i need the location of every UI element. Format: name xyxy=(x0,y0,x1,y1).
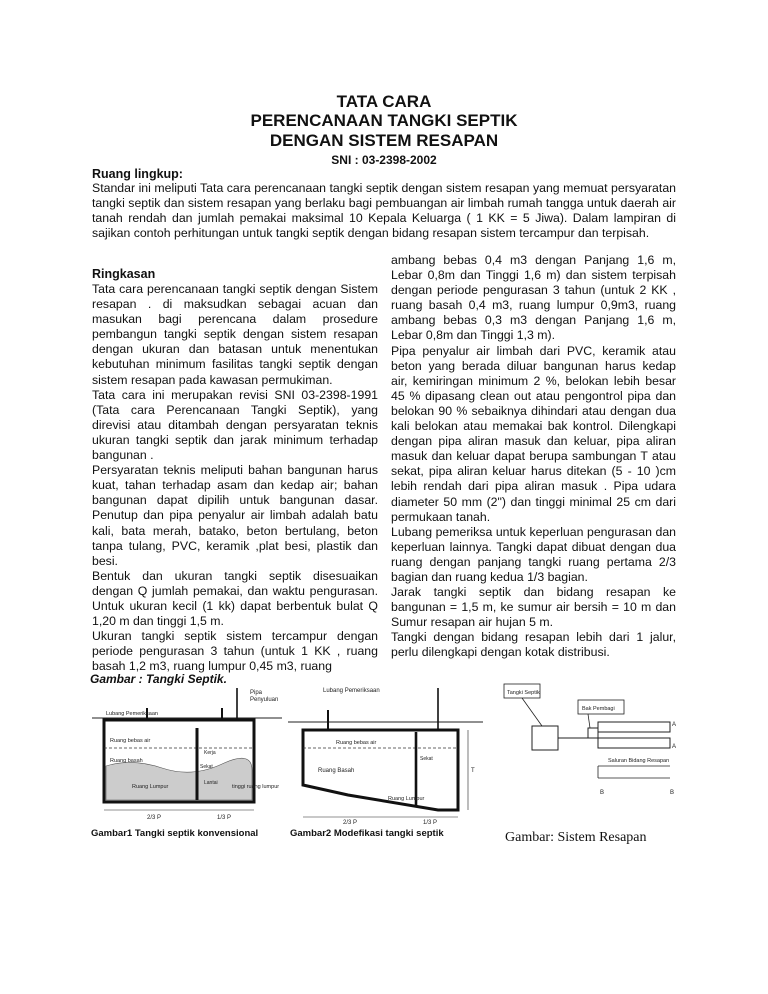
fig3-label: B xyxy=(670,790,675,796)
fig1-label: Pipa xyxy=(250,690,263,696)
fig1-label: Sekat xyxy=(200,764,213,770)
summary-paragraph: Bentuk dan ukuran tangki septik disesuaikan dengan Q jumlah pemakai, dan waktu pengurasan. Untuk ukuran kecil (1 kk) dapat berbentuk bulat Q 1,20 m dan tinggi 1,5 m. xyxy=(92,568,378,629)
fig1-label: tinggi ruang lumpur xyxy=(232,784,280,790)
fig3-label: A xyxy=(672,744,677,750)
fig1-label: Ruang Lumpur xyxy=(132,784,169,790)
fig1-label: Lubang Pemeriksaan xyxy=(106,711,158,717)
summary-heading: Ringkasan xyxy=(92,267,156,281)
summary-paragraph: ambang bebas 0,4 m3 dengan Panjang 1,6 m, Lebar 0,8m dan Tinggi 1,6 m) dan sistem terpisah dengan periode pengurasan 3 tahun (untuk 2 KK , ruang basah 0,4 m3, ruang lumpur 0,9m3, ruang ambang bebas 0,3 m3 dengan Panjang 1,6 m, Lebar 0,8m dan Tinggi 1,3 m). xyxy=(391,253,676,343)
fig2-label: 2/3 P xyxy=(343,820,358,825)
fig2-label: Ruang Lumpur xyxy=(388,796,425,802)
fig2-label: Lubang Pemeriksaan xyxy=(323,688,380,694)
sni-number: SNI : 03-2398-2002 xyxy=(331,153,437,167)
document-title-line-1: TATA CARA xyxy=(336,92,432,111)
summary-paragraph: Tata cara perencanaan tangki septik dengan Sistem resapan . di maksudkan sebagai acuan dan masukan bagi perencana dalam prosedure pembangun tangki septik dengan sistem resapan dengan ukuran dan batasan untuk menentukan kebutuhan minimum fasilitas tangki septik dengan sistem resapan pada kawasan permukiman. xyxy=(92,282,378,387)
fig1-label: Lantai xyxy=(204,780,218,786)
fig2-label: Ruang bebas air xyxy=(336,740,377,746)
figure-2-caption: Gambar2 Modefikasi tangki septik xyxy=(290,828,444,839)
fig1-label: Penyuluan xyxy=(250,697,279,703)
fig1-label: Ruang bebas air xyxy=(110,738,151,744)
fig2-label: Sekat xyxy=(420,756,433,762)
figure-1-caption: Gambar1 Tangki septik konvensional xyxy=(91,828,259,839)
figure-2-septic-tank-diagram xyxy=(288,680,483,825)
fig1-label: Kerja xyxy=(204,750,216,756)
figure-3-caption: Gambar: Sistem Resapan xyxy=(505,830,647,845)
summary-paragraph: Jarak tangki septik dan bidang resapan ke bangunan = 1,5 m, ke sumur air bersih = 10 m dan Sumur resapan air hujan 5 m. xyxy=(391,585,676,630)
figures-heading: Gambar : Tangki Septik. xyxy=(90,672,227,686)
fig3-label: Bak Pembagi xyxy=(582,706,615,712)
scope-heading: Ruang lingkup: xyxy=(92,167,183,181)
fig1-label: 2/3 P xyxy=(147,815,162,821)
document-title-line-3: DENGAN SISTEM RESAPAN xyxy=(269,131,499,150)
summary-paragraph: Ukuran tangki septik sistem tercampur dengan periode pengurasan 3 tahun (untuk 1 KK , ruang basah 1,2 m3, ruang lumpur 0,45 m3, ruang xyxy=(92,629,378,674)
fig2-label: 1/3 P xyxy=(423,820,438,825)
summary-paragraph: Pipa penyalur air limbah dari PVC, keramik atau beton yang berada diluar bangunan harus kedap air, kemiringan minimum 2 %, belokan lebih besar 45 % dipasang clean out atau pengontrol pipa dan belokan 90 % sebaiknya dihindari atau dengan dua kali belokan atau memakai bak kontrol. Dilengkapi dengan pipa aliran masuk dan keluar, pipa aliran masuk dan keluar dapat berupa sambungan T atau sekat, pipa aliran keluar harus ditekan (5 - 10 )cm lebih rendah dari pipa aliran masuk . Pipa udara diameter 50 mm (2") dan tinggi minimal 25 cm dari permukaan tanah. xyxy=(391,343,676,524)
scope-paragraph: Standar ini meliputi Tata cara perencanaan tangki septik dengan sistem resapan yang memuat persyaratan tangki septik dan sistem resapan yang berlaku bagi pembuangan air limbah rumah tangga untuk daerah air tanah rendah dan jumlah pemakai maksimal 10 Kepala Keluarga ( 1 KK = 5 Jiwa). Dalam lampiran di sajikan contoh perhitungan untuk tangki septik dengan bidang resapan sistem tercampur dan terpisah. xyxy=(92,181,676,241)
fig1-label: 1/3 P xyxy=(217,815,232,821)
fig3-label: A xyxy=(672,722,677,728)
summary-right-column xyxy=(391,253,676,661)
document-title-line-2: PERENCANAAN TANGKI SEPTIK xyxy=(250,111,518,130)
summary-paragraph: Lubang pemeriksa untuk keperluan pengurasan dan keperluan lainnya. Tangki dapat dibuat dengan dua ruang dengan panjang tangki ruang pertama 2/3 bagian dan ruang kedua 1/3 bagian. xyxy=(391,524,676,584)
fig2-label: Ruang Basah xyxy=(318,768,355,774)
summary-paragraph: Persyaratan teknis meliputi bahan bangunan harus kuat, tahan terhadap asam dan kedap air; bahan bangunan dapat dipilih untuk bangunan dasar. Penutup dan pipa penyalur air limbah adalah batu kali, bata merah, batako, beton bertulang, beton tanpa tulang, PVC, keramik ,plat besi, plastik dan besi. xyxy=(92,463,378,568)
fig3-label: Tangki Septik xyxy=(507,690,540,696)
summary-paragraph: Tata cara ini merupakan revisi SNI 03-2398-1991 (Tata cara Perencanaan Tangki Septik), yang direvisi atau ditambah dengan persyaratan teknis ukuran tangki septik dan jarak minimum terhadap bangunan . xyxy=(92,387,378,463)
summary-left-column xyxy=(92,282,378,674)
fig3-label: B xyxy=(600,790,605,796)
summary-paragraph: Tangki dengan bidang resapan lebih dari 1 jalur, perlu dilengkapi dengan kotak distribusi. xyxy=(391,630,676,660)
fig3-label: Saluran Bidang Resapan xyxy=(608,758,670,764)
figure-3-absorption-system-diagram xyxy=(498,680,688,800)
fig2-label: T xyxy=(471,768,475,774)
figure-1-septic-tank-diagram xyxy=(92,688,282,823)
fig1-label: Ruang basah xyxy=(110,758,143,764)
